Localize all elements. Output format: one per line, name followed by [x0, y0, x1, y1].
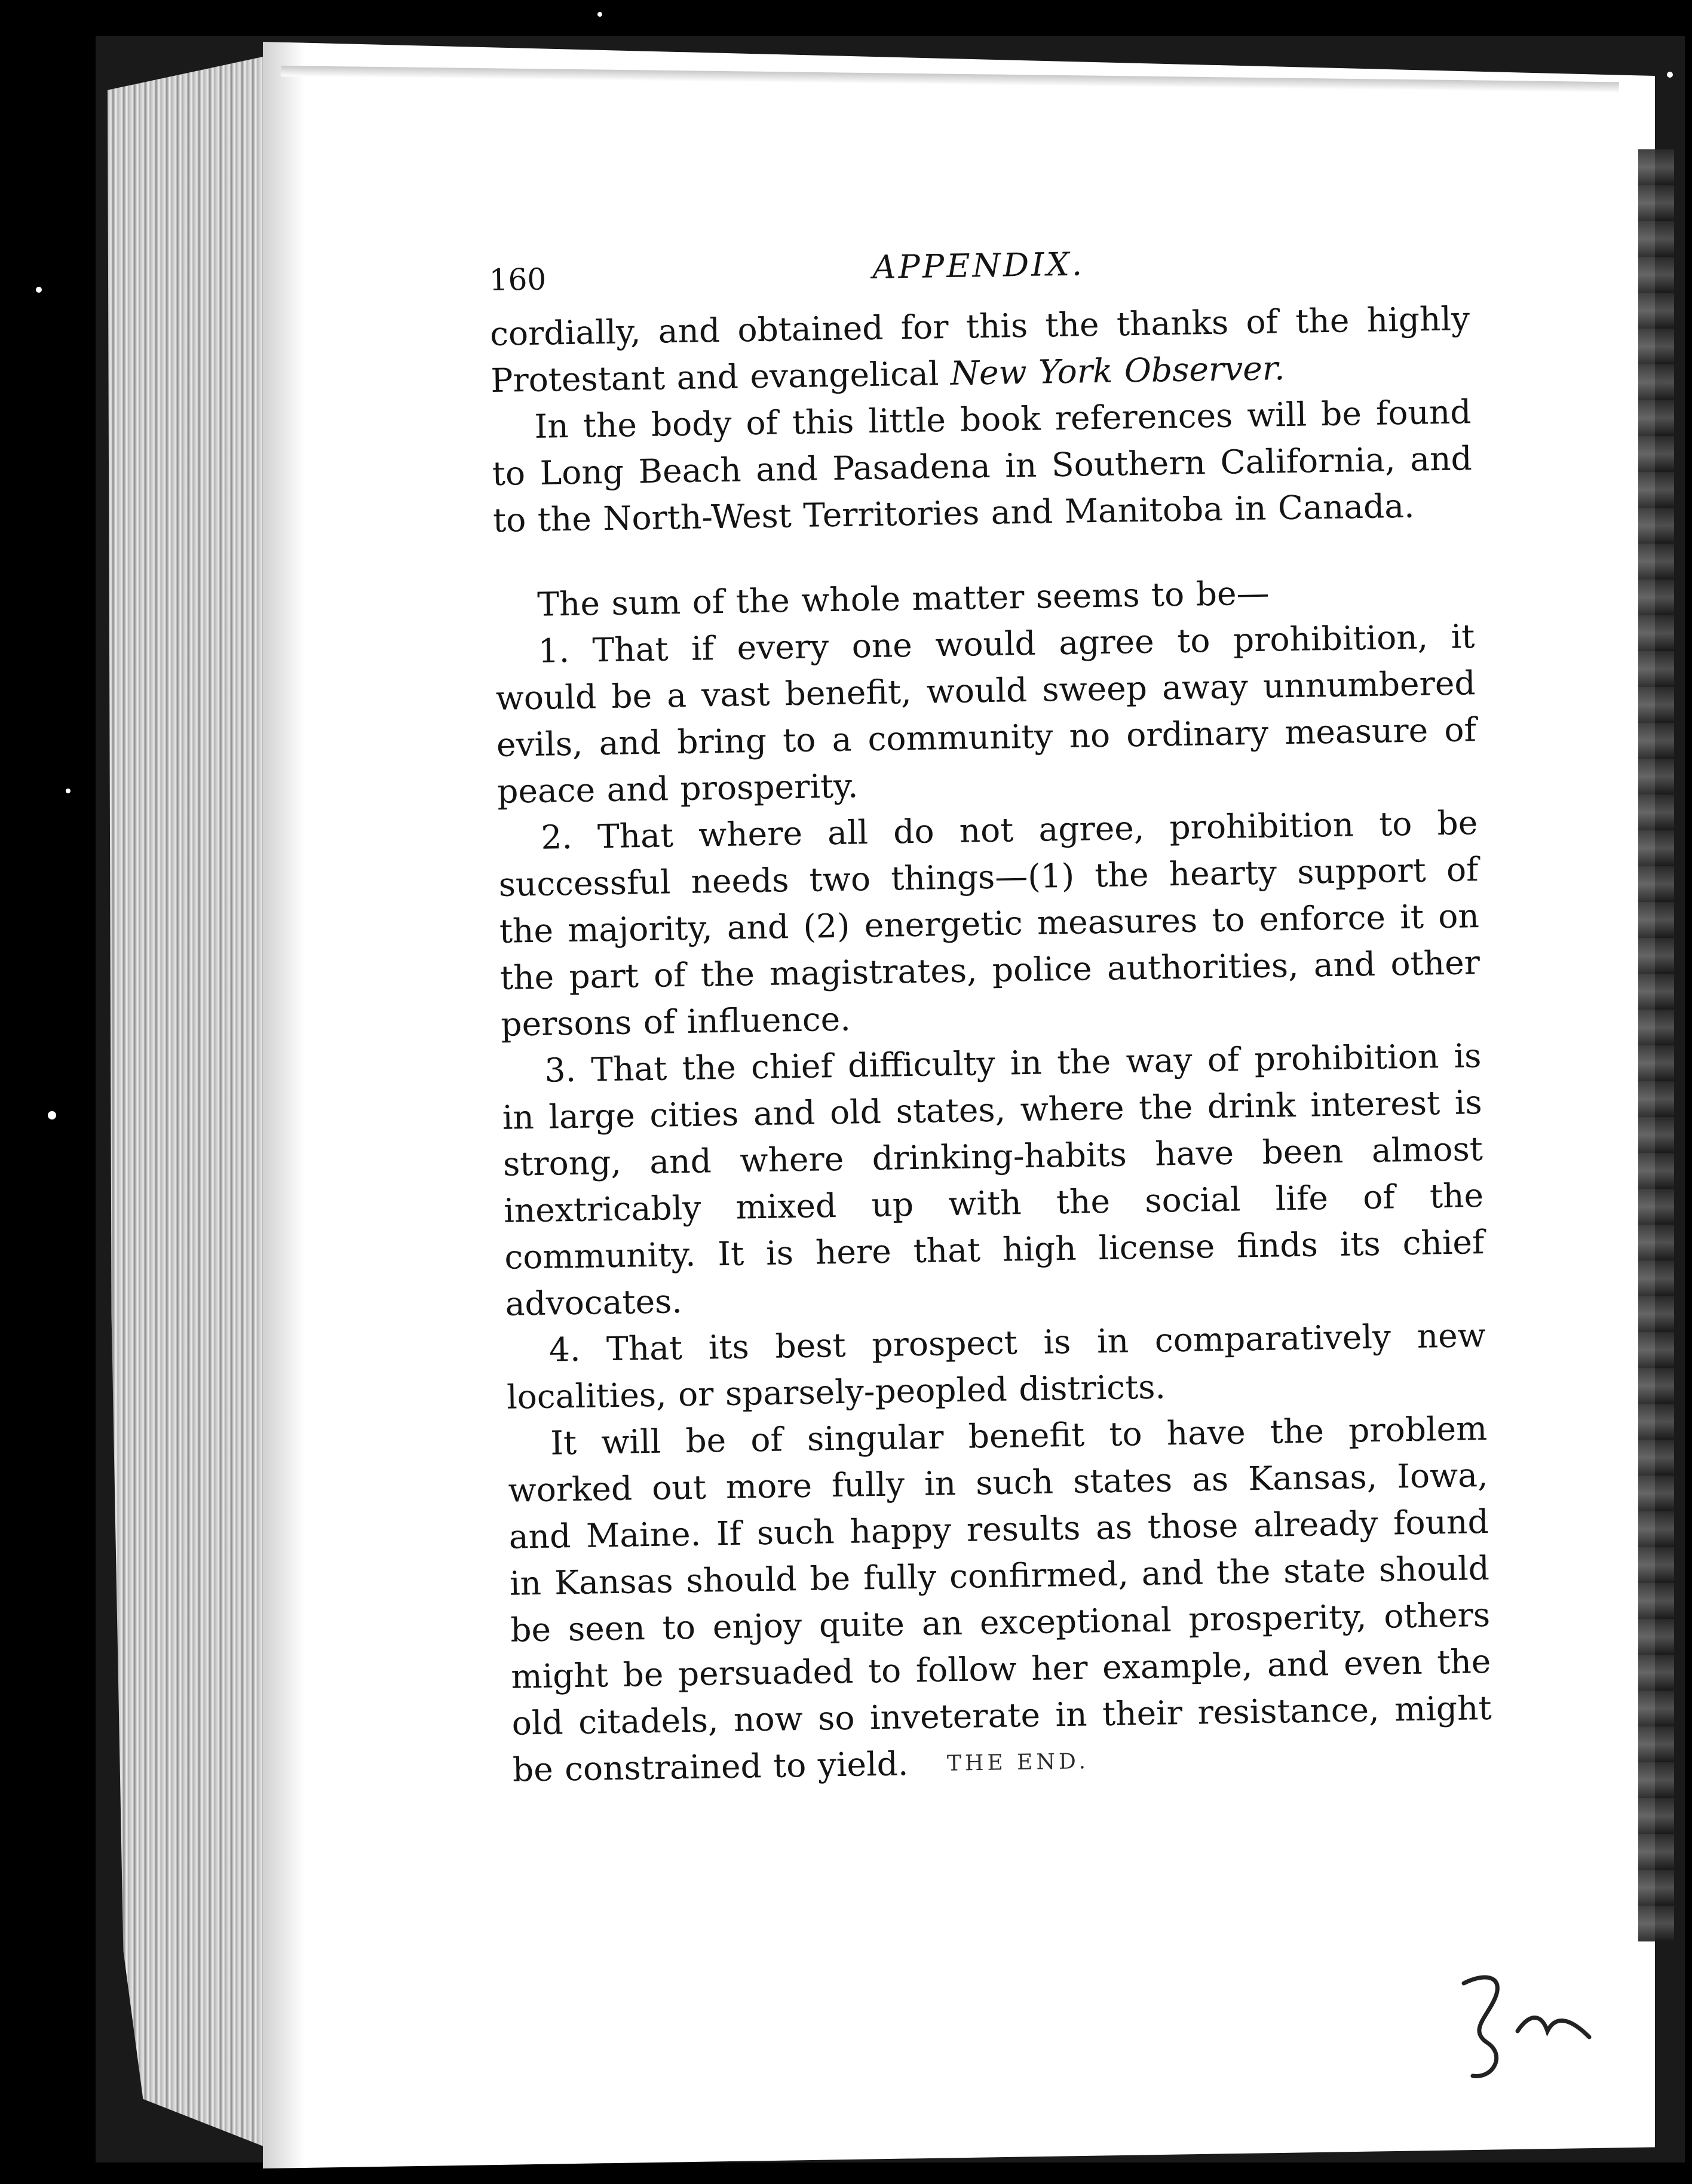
- paragraph-summary-intro: The sum of the whole matter seems to be—: [537, 573, 1270, 624]
- spine-shadow: [263, 42, 305, 2168]
- scan-speck: [48, 1111, 56, 1119]
- paragraph-continued: [490, 295, 1471, 404]
- right-book-edge: [1638, 149, 1674, 1941]
- paragraph-conclusion: It will be of singular benefit to have the problem worked out more fully in such states as Kansas, Iowa, and Maine. If such happy results as those already found in Kansas should be fully confirmed, and the state should be seen to enjoy quite an exceptional prosperity, others might be persuaded to follow her example, and even the old citadels, now so inveterate in their resistance, might be constrained to yield.: [508, 1409, 1492, 1789]
- scan-speck: [1667, 72, 1673, 78]
- the-end-label: THE END.: [946, 1749, 1090, 1776]
- newspaper-title: New York Observer.: [950, 349, 1285, 392]
- paragraph-point-1: 1. That if every one would agree to prohibition, it would be a vast benefit, would sweep away unnumbered evils, and bring to a community no ordinary measure of peace and prosperity.: [495, 617, 1477, 811]
- scan-speck: [66, 789, 70, 793]
- handwritten-margin-mark: [1452, 1965, 1607, 2085]
- running-title: APPENDIX.: [872, 245, 1085, 286]
- page-text: [489, 235, 1492, 1793]
- paragraph-references: In the body of this little book references will be found to Long Beach and Pasadena in Southern California, and to the North-West Territories and Manitoba in Canada.: [492, 392, 1473, 539]
- scan-speck: [36, 287, 42, 293]
- paragraph-text: cordially, and obtained for this the thanks of the highly Protestant and evangelical: [489, 299, 1470, 400]
- paragraph-point-4: 4. That its best prospect is in comparatively new localities, or sparsely-peopled districts.: [506, 1316, 1486, 1416]
- paragraph-point-3: 3. That the chief difficulty in the way of prohibition is in large cities and old states, where the drink interest is strong, and where drinking-habits have been almost inextricably mixed up with the social life of the community. It is here that high license finds its chief advocates.: [502, 1036, 1485, 1323]
- scan-speck: [597, 12, 602, 17]
- paragraph-point-2: 2. That where all do not agree, prohibition to be successful needs two things—(1) the hearty support of the majority, and (2) energetic measures to enforce it on the part of the magistrates, police authorities, and other persons of influence.: [498, 803, 1480, 1044]
- page-number: 160: [489, 262, 547, 297]
